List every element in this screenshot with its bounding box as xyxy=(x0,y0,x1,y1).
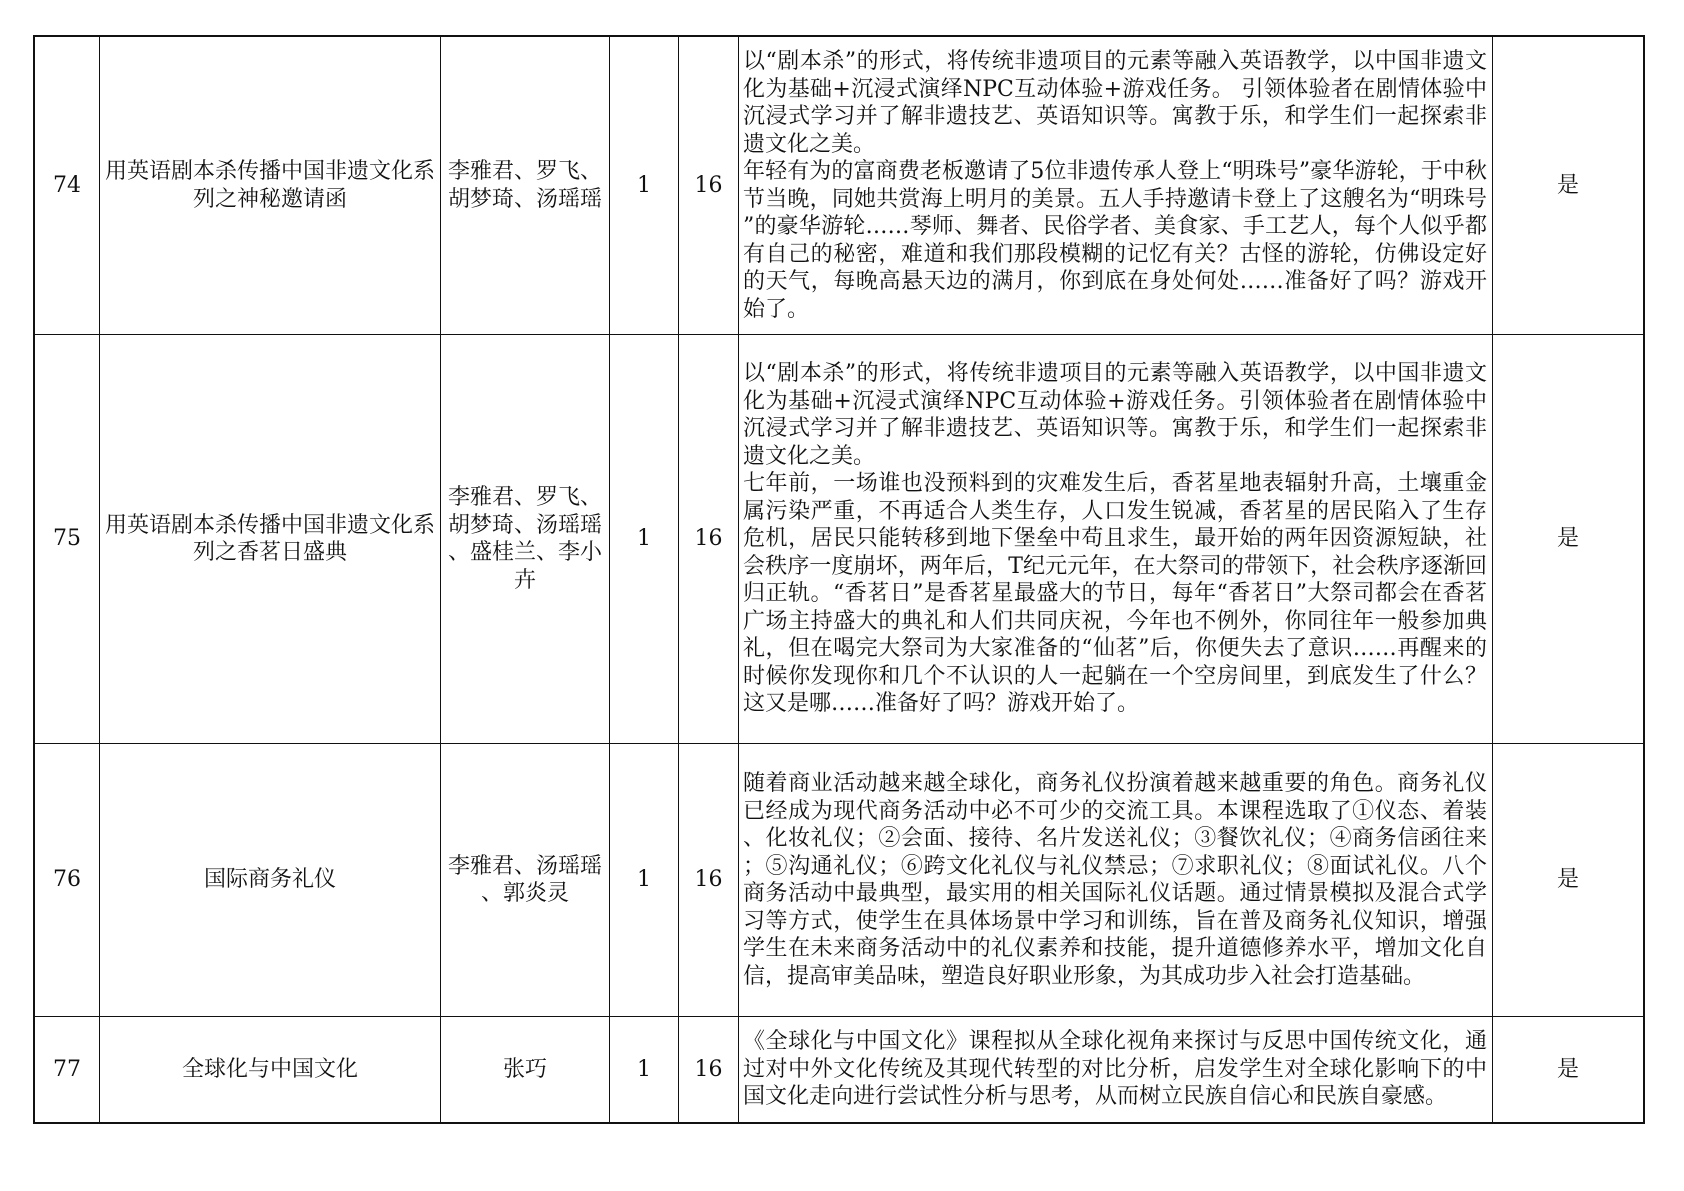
table-row xyxy=(35,744,1643,1017)
table-row xyxy=(35,37,1643,335)
description-paragraph: 《全球化与中国文化》课程拟从全球化视角来探讨与反思中国传统文化，通过对中外文化传统及其现代转型的对比分析，启发学生对全球化影响下的中国文化走向进行尝试性分析与思考，从而树立民族自信心和民族自豪感。 xyxy=(743,1029,1487,1110)
course-name-cell xyxy=(100,744,441,1016)
course-name: 用英语剧本杀传播中国非遗文化系列之香茗日盛典 xyxy=(104,512,435,565)
table-row xyxy=(35,1017,1643,1122)
hours-cell xyxy=(679,37,739,334)
instructors-cell xyxy=(441,1017,610,1122)
row-number-cell xyxy=(35,37,100,334)
row-number: 76 xyxy=(53,867,81,893)
credit-cell xyxy=(610,1017,679,1122)
credit-cell xyxy=(610,335,679,743)
credit-cell xyxy=(610,744,679,1016)
flag-value: 是 xyxy=(1556,172,1579,198)
course-name: 全球化与中国文化 xyxy=(181,1056,358,1082)
course-name-cell xyxy=(100,37,441,334)
description-paragraph: 七年前，一场谁也没预料到的灾难发生后，香茗星地表辐射升高，土壤重金属污染严重，不再适合人类生存，人口发生锐减，香茗星的居民陷入了生存危机，居民只能转移到地下堡垒中苟且求生，最开始的两年因资源短缺，社会秩序一度崩坏，两年后，T纪元元年，在大祭司的带领下，社会秩序逐渐回归正轨。“香茗日”是香茗星最盛大的节日，每年“香茗日”大祭司都会在香茗广场主持盛大的典礼和人们共同庆祝，今年也不例外，你同往年一般参加典礼，但在喝完大祭司为大家准备的“仙茗”后，你便失去了意识……再醒来的时候你发现你和几个不认识的人一起躺在一个空房间里，到底发生了什么？这又是哪……准备好了吗？游戏开始了。 xyxy=(743,471,1487,717)
instructors-cell xyxy=(441,744,610,1016)
description xyxy=(743,360,1487,718)
description-paragraph: 以“剧本杀”的形式，将传统非遗项目的元素等融入英语教学，以中国非遗文化为基础+沉浸式演绎NPC互动体验+游戏任务。引领体验者在剧情体验中沉浸式学习并了解非遗技艺、英语知识等。寓教于乐，和学生们一起探索非遗文化之美。 xyxy=(743,361,1487,469)
instructors: 李雅君、罗飞、胡梦琦、汤瑶瑶 xyxy=(447,159,602,212)
course-name-cell xyxy=(100,335,441,743)
hours-cell xyxy=(679,335,739,743)
row-number-cell xyxy=(35,744,100,1016)
flag-cell xyxy=(1493,335,1643,743)
description xyxy=(743,48,1487,323)
hours-value: 16 xyxy=(694,1056,723,1082)
instructors: 张巧 xyxy=(502,1056,547,1082)
course-name-cell xyxy=(100,1017,441,1122)
instructors-cell xyxy=(441,37,610,334)
flag-cell xyxy=(1493,744,1643,1016)
row-number: 75 xyxy=(53,526,81,552)
flag-cell xyxy=(1493,1017,1643,1122)
description-cell xyxy=(739,1017,1493,1122)
flag-value: 是 xyxy=(1556,867,1579,893)
description xyxy=(743,1028,1487,1111)
hours-cell xyxy=(679,744,739,1016)
description-cell xyxy=(739,335,1493,743)
course-name: 国际商务礼仪 xyxy=(203,867,336,893)
table-row xyxy=(35,335,1643,744)
description-cell xyxy=(739,744,1493,1016)
hours-value: 16 xyxy=(694,526,723,552)
course-name: 用英语剧本杀传播中国非遗文化系列之神秘邀请函 xyxy=(104,159,435,212)
course-table xyxy=(33,35,1645,1124)
description-cell xyxy=(739,37,1493,334)
flag-cell xyxy=(1493,37,1643,334)
credit-value: 1 xyxy=(637,172,651,198)
description-paragraph: 年轻有为的富商费老板邀请了5位非遗传承人登上“明珠号”豪华游轮，于中秋节当晚，同她共赏海上明月的美景。五人手持邀请卡登上了这艘名为“明珠号”的豪华游轮……琴师、舞者、民俗学者、美食家、手工艺人，每个人似乎都有自己的秘密，难道和我们那段模糊的记忆有关？古怪的游轮，仿佛设定好的天气，每晚高悬天边的满月，你到底在身处何处……准备好了吗？游戏开始了。 xyxy=(743,159,1487,322)
description xyxy=(743,770,1487,990)
row-number-cell xyxy=(35,1017,100,1122)
hours-value: 16 xyxy=(694,172,723,198)
description-paragraph: 以“剧本杀”的形式，将传统非遗项目的元素等融入英语教学，以中国非遗文化为基础+沉浸式演绎NPC互动体验+游戏任务。 引领体验者在剧情体验中沉浸式学习并了解非遗技艺、英语知识等。寓教于乐，和学生们一起探索非遗文化之美。 xyxy=(743,49,1487,157)
flag-value: 是 xyxy=(1556,526,1579,552)
row-number-cell xyxy=(35,335,100,743)
instructors: 李雅君、罗飞、胡梦琦、汤瑶瑶、盛桂兰、李小卉 xyxy=(447,485,602,593)
flag-value: 是 xyxy=(1556,1056,1579,1082)
hours-value: 16 xyxy=(694,867,723,893)
instructors: 李雅君、汤瑶瑶、郭炎灵 xyxy=(447,853,602,906)
hours-cell xyxy=(679,1017,739,1122)
credit-value: 1 xyxy=(637,1056,651,1082)
credit-value: 1 xyxy=(637,867,651,893)
row-number: 74 xyxy=(53,172,81,198)
row-number: 77 xyxy=(53,1056,81,1082)
instructors-cell xyxy=(441,335,610,743)
credit-cell xyxy=(610,37,679,334)
credit-value: 1 xyxy=(637,526,651,552)
description-paragraph: 随着商业活动越来越全球化，商务礼仪扮演着越来越重要的角色。商务礼仪已经成为现代商务活动中必不可少的交流工具。本课程选取了①仪态、着装、化妆礼仪；②会面、接待、名片发送礼仪；③餐饮礼仪；④商务信函往来；⑤沟通礼仪；⑥跨文化礼仪与礼仪禁忌；⑦求职礼仪；⑧面试礼仪。八个商务活动中最典型，最实用的相关国际礼仪话题。通过情景模拟及混合式学习等方式，使学生在具体场景中学习和训练，旨在普及商务礼仪知识，增强学生在未来商务活动中的礼仪素养和技能，提升道德修养水平，增加文化自信，提高审美品味，塑造良好职业形象，为其成功步入社会打造基础。 xyxy=(743,771,1487,989)
